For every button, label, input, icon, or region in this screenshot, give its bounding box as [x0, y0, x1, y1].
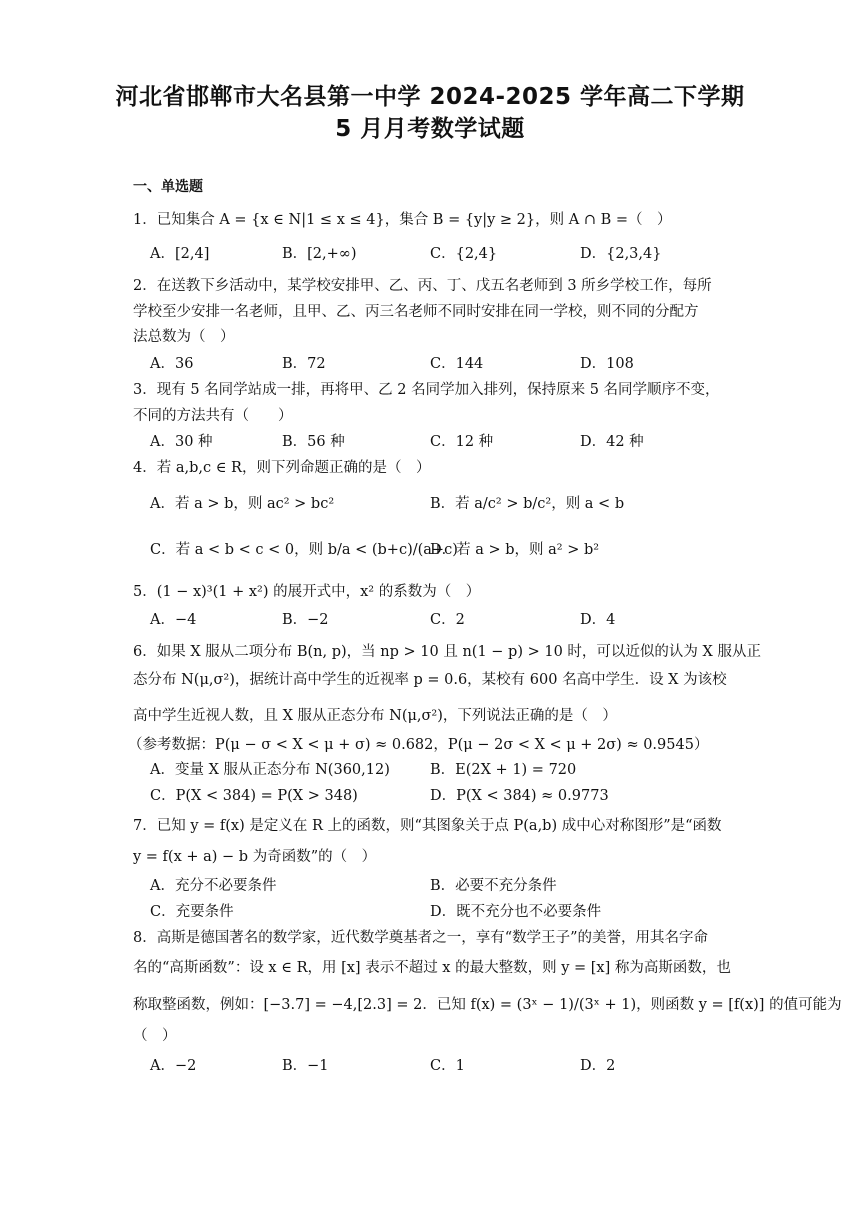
q1-option-b: B．[2,+∞): [282, 246, 357, 262]
q2-stem-line1: 2．在送教下乡活动中，某学校安排甲、乙、丙、丁、戊五名老师到 3 所乡学校工作，每所: [133, 278, 712, 294]
q6-stem-line2: 态分布 N(μ,σ²)，据统计高中学生的近视率 p = 0.6，某校有 600 名高中学生．设 X 为该校: [133, 672, 727, 688]
exam-title-line2: 5 月月考数学试题: [335, 116, 525, 142]
q5-stem: 5．(1 − x)³(1 + x²) 的展开式中，x² 的系数为（ ）: [133, 584, 481, 600]
q8-stem-line1: 8．高斯是德国著名的数学家，近代数学奠基者之一，享有“数学王子”的美誉，用其名字命: [133, 930, 709, 946]
q2-option-c: C．144: [430, 356, 484, 372]
q4-stem: 4．若 a,b,c ∈ R，则下列命题正确的是（ ）: [133, 460, 431, 476]
q7-option-c: C．充要条件: [150, 904, 234, 920]
q6-option-a: A．变量 X 服从正态分布 N(360,12): [150, 762, 390, 778]
q3-option-a: A．30 种: [150, 434, 213, 450]
q8-stem-line4: （ ）: [133, 1028, 177, 1044]
q5-option-c: C．2: [430, 612, 465, 628]
q8-option-a: A．−2: [150, 1058, 197, 1074]
q3-stem-line2: 不同的方法共有（ ）: [133, 408, 293, 424]
q5-option-b: B．−2: [282, 612, 329, 628]
q6-stem-line1: 6．如果 X 服从二项分布 B(n, p)，当 np > 10 且 n(1 − p) > 10 时，可以近似的认为 X 服从正: [133, 644, 761, 660]
q8-option-b: B．−1: [282, 1058, 329, 1074]
q6-option-b: B．E(2X + 1) = 720: [430, 762, 577, 778]
q7-stem-line2: y = f(x + a) − b 为奇函数”的（ ）: [133, 849, 377, 865]
q2-stem-line2: 学校至少安排一名老师，且甲、乙、丙三名老师不同时安排在同一学校，则不同的分配方: [133, 304, 699, 320]
q7-option-b: B．必要不充分条件: [430, 878, 557, 894]
q8-option-c: C．1: [430, 1058, 465, 1074]
q2-option-a: A．36: [150, 356, 194, 372]
q6-stem-line3: 高中学生近视人数，且 X 服从正态分布 N(μ,σ²)，下列说法正确的是（ ）: [133, 708, 617, 724]
q8-stem-line2: 名的“高斯函数”：设 x ∈ R，用 [x] 表示不超过 x 的最大整数，则 y = [x] 称为高斯函数，也: [133, 960, 731, 976]
q4-option-d: D．若 a > b，则 a² > b²: [430, 542, 600, 558]
q8-stem-line3: 称取整函数，例如：[−3.7] = −4,[2.3] = 2．已知 f(x) = (3ˣ − 1)/(3ˣ + 1)，则函数 y = [f(x)] 的值可能为: [133, 997, 842, 1013]
q4-option-c: C．若 a < b < c < 0，则 b/a < (b+c)/(a+c): [150, 542, 458, 558]
q7-option-a: A．充分不必要条件: [150, 878, 277, 894]
q3-option-d: D．42 种: [580, 434, 644, 450]
exam-title-line1: 河北省邯郸市大名县第一中学 2024-2025 学年高二下学期: [115, 84, 745, 110]
q1-option-c: C．{2,4}: [430, 246, 498, 262]
q1-option-d: D．{2,3,4}: [580, 246, 662, 262]
q7-stem-line1: 7．已知 y = f(x) 是定义在 R 上的函数，则“其图象关于点 P(a,b) 成中心对称图形”是“函数: [133, 818, 722, 834]
q3-stem-line1: 3．现有 5 名同学站成一排，再将甲、乙 2 名同学加入排列，保持原来 5 名同学顺序不变，: [133, 382, 720, 398]
q7-option-d: D．既不充分也不必要条件: [430, 904, 602, 920]
q4-option-a: A．若 a > b，则 ac² > bc²: [150, 496, 335, 512]
q3-option-b: B．56 种: [282, 434, 345, 450]
q2-option-b: B．72: [282, 356, 326, 372]
q2-stem-line3: 法总数为（ ）: [133, 329, 235, 345]
q6-reference-data: （参考数据：P(μ − σ < X < μ + σ) ≈ 0.682，P(μ − 2σ < X < μ + 2σ) ≈ 0.9545）: [128, 737, 709, 753]
section-heading: 一、单选题: [133, 179, 203, 195]
q6-option-d: D．P(X < 384) ≈ 0.9773: [430, 788, 609, 804]
q3-option-c: C．12 种: [430, 434, 494, 450]
q4-option-b: B．若 a/c² > b/c²，则 a < b: [430, 496, 625, 512]
q6-option-c: C．P(X < 384) = P(X > 348): [150, 788, 358, 804]
q2-option-d: D．108: [580, 356, 634, 372]
q8-option-d: D．2: [580, 1058, 616, 1074]
q1-stem: 1．已知集合 A = {x ∈ N|1 ≤ x ≤ 4}，集合 B = {y|y ≥ 2}，则 A ∩ B =（ ）: [133, 212, 672, 228]
q5-option-a: A．−4: [150, 612, 197, 628]
q1-option-a: A．[2,4]: [150, 246, 210, 262]
q5-option-d: D．4: [580, 612, 616, 628]
